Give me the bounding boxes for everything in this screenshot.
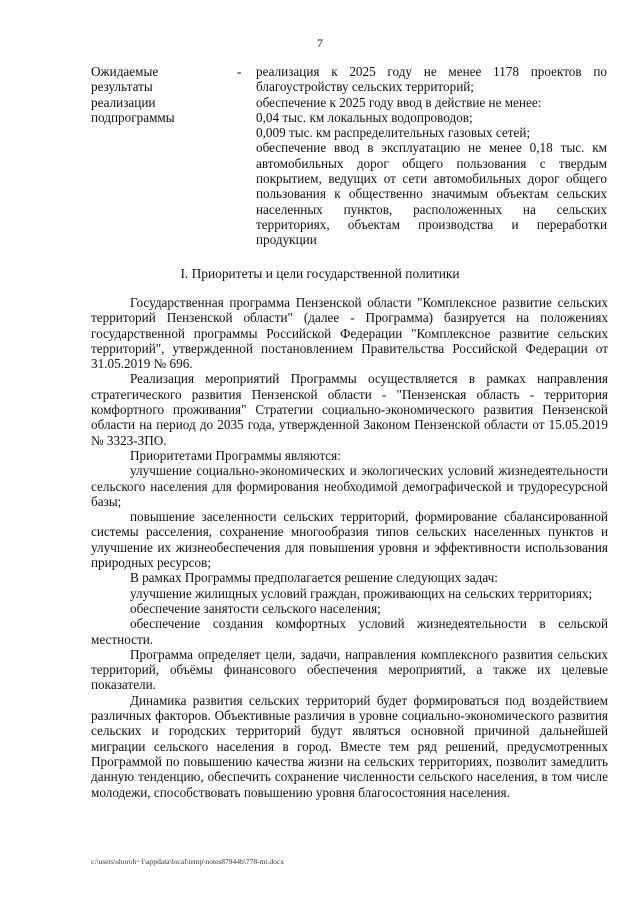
section-heading: I. Приоритеты и цели государственной политики bbox=[180, 266, 460, 281]
result-item: обеспечение к 2025 году ввод в действие не менее: bbox=[256, 94, 542, 110]
paragraph: повышение заселенности сельских территорий, формирование сбалансированной системы расселения, сохранение многообразия типов сельских населенных пунктов и улучшение их жизнеобеспечения для повышения уровня и эффективности использования природных ресурсов; bbox=[91, 509, 608, 571]
expected-results-label bbox=[91, 64, 221, 125]
footer-file-path: c:\users\shoroh~1\appdata\local\temp\notes87944b\778-mi.docx bbox=[91, 857, 284, 866]
label-line: Ожидаемые bbox=[91, 64, 159, 79]
paragraph: Реализация мероприятий Программы осуществляется в рамках направления стратегического развития Пензенской области - "Пензенская область - территория комфортного проживания" Стратегии социально-экономического развития Пензенской области на период до 2035 года, утвержденной Законом Пензенской области от 15.05.2019 № 3323-ЗПО. bbox=[91, 371, 608, 448]
result-item: 0,04 тыс. км локальных водопроводов; bbox=[256, 109, 473, 125]
paragraph: Динамика развития сельских территорий будет формироваться под воздействием различных факторов. Объективные различия в уровне социально-экономического развития сельских и городских территорий будут являться основной причиной дальнейшей миграции сельского населения в город. Вместе тем ряд решений, предусмотренных Программой по повышению качества жизни на сельских территориях, позволит замедлить данную тенденцию, обеспечить сохранение численности сельского населения, в том числе молодежи, способствовать повышению уровня благосостояния населения. bbox=[91, 692, 608, 800]
paragraph: обеспечение занятости сельского населения; bbox=[130, 600, 381, 616]
results-dash: - bbox=[237, 64, 242, 79]
label-line: результаты bbox=[91, 79, 153, 95]
result-item: 0,009 тыс. км распределительных газовых сетей; bbox=[256, 125, 531, 141]
paragraph: В рамках Программы предполагается решение следующих задач: bbox=[130, 570, 498, 586]
paragraph: Программа определяет цели, задачи, направления комплексного развития сельских территорий, объёмы финансового обеспечения мероприятий, а также их целевые показатели. bbox=[91, 646, 608, 693]
paragraph: улучшение жилищных условий граждан, проживающих на сельских территориях; bbox=[130, 585, 593, 601]
result-item: реализация к 2025 году не менее 1178 проектов по благоустройству сельских территорий; bbox=[256, 64, 607, 95]
label-line: подпрограммы bbox=[91, 109, 175, 125]
result-item: обеспечение ввод в эксплуатацию не менее 0,18 тыс. км автомобильных дорог общего пользования с твердым покрытием, ведущих от сети автомобильных дорог общего пользования к общественно значимым объектам сельских населенных пунктов, расположенных на сельских территориях, объектам производства и переработки продукции bbox=[256, 140, 607, 248]
label-line: реализации bbox=[91, 94, 156, 110]
expected-results-list bbox=[256, 64, 607, 248]
body-text bbox=[91, 295, 608, 800]
paragraph: обеспечение создания комфортных условий жизнедеятельности в сельской местности. bbox=[91, 616, 608, 647]
paragraph: улучшение социально-экономических и экологических условий жизнедеятельности сельского населения для формирования необходимой демографической и трудоресурсной базы; bbox=[91, 463, 608, 509]
paragraph: Государственная программа Пензенской области "Комплексное развитие сельских территорий Пензенской области" (далее - Программа) базируется на положениях государственной программы Российской Федерации "Комплексное развитие сельских территорий", утвержденной постановлением Правительства Российской Федерации от 31.05.2019 № 696. bbox=[91, 295, 608, 372]
paragraph: Приоритетами Программы являются: bbox=[130, 447, 341, 463]
page-number: 7 bbox=[317, 36, 323, 50]
